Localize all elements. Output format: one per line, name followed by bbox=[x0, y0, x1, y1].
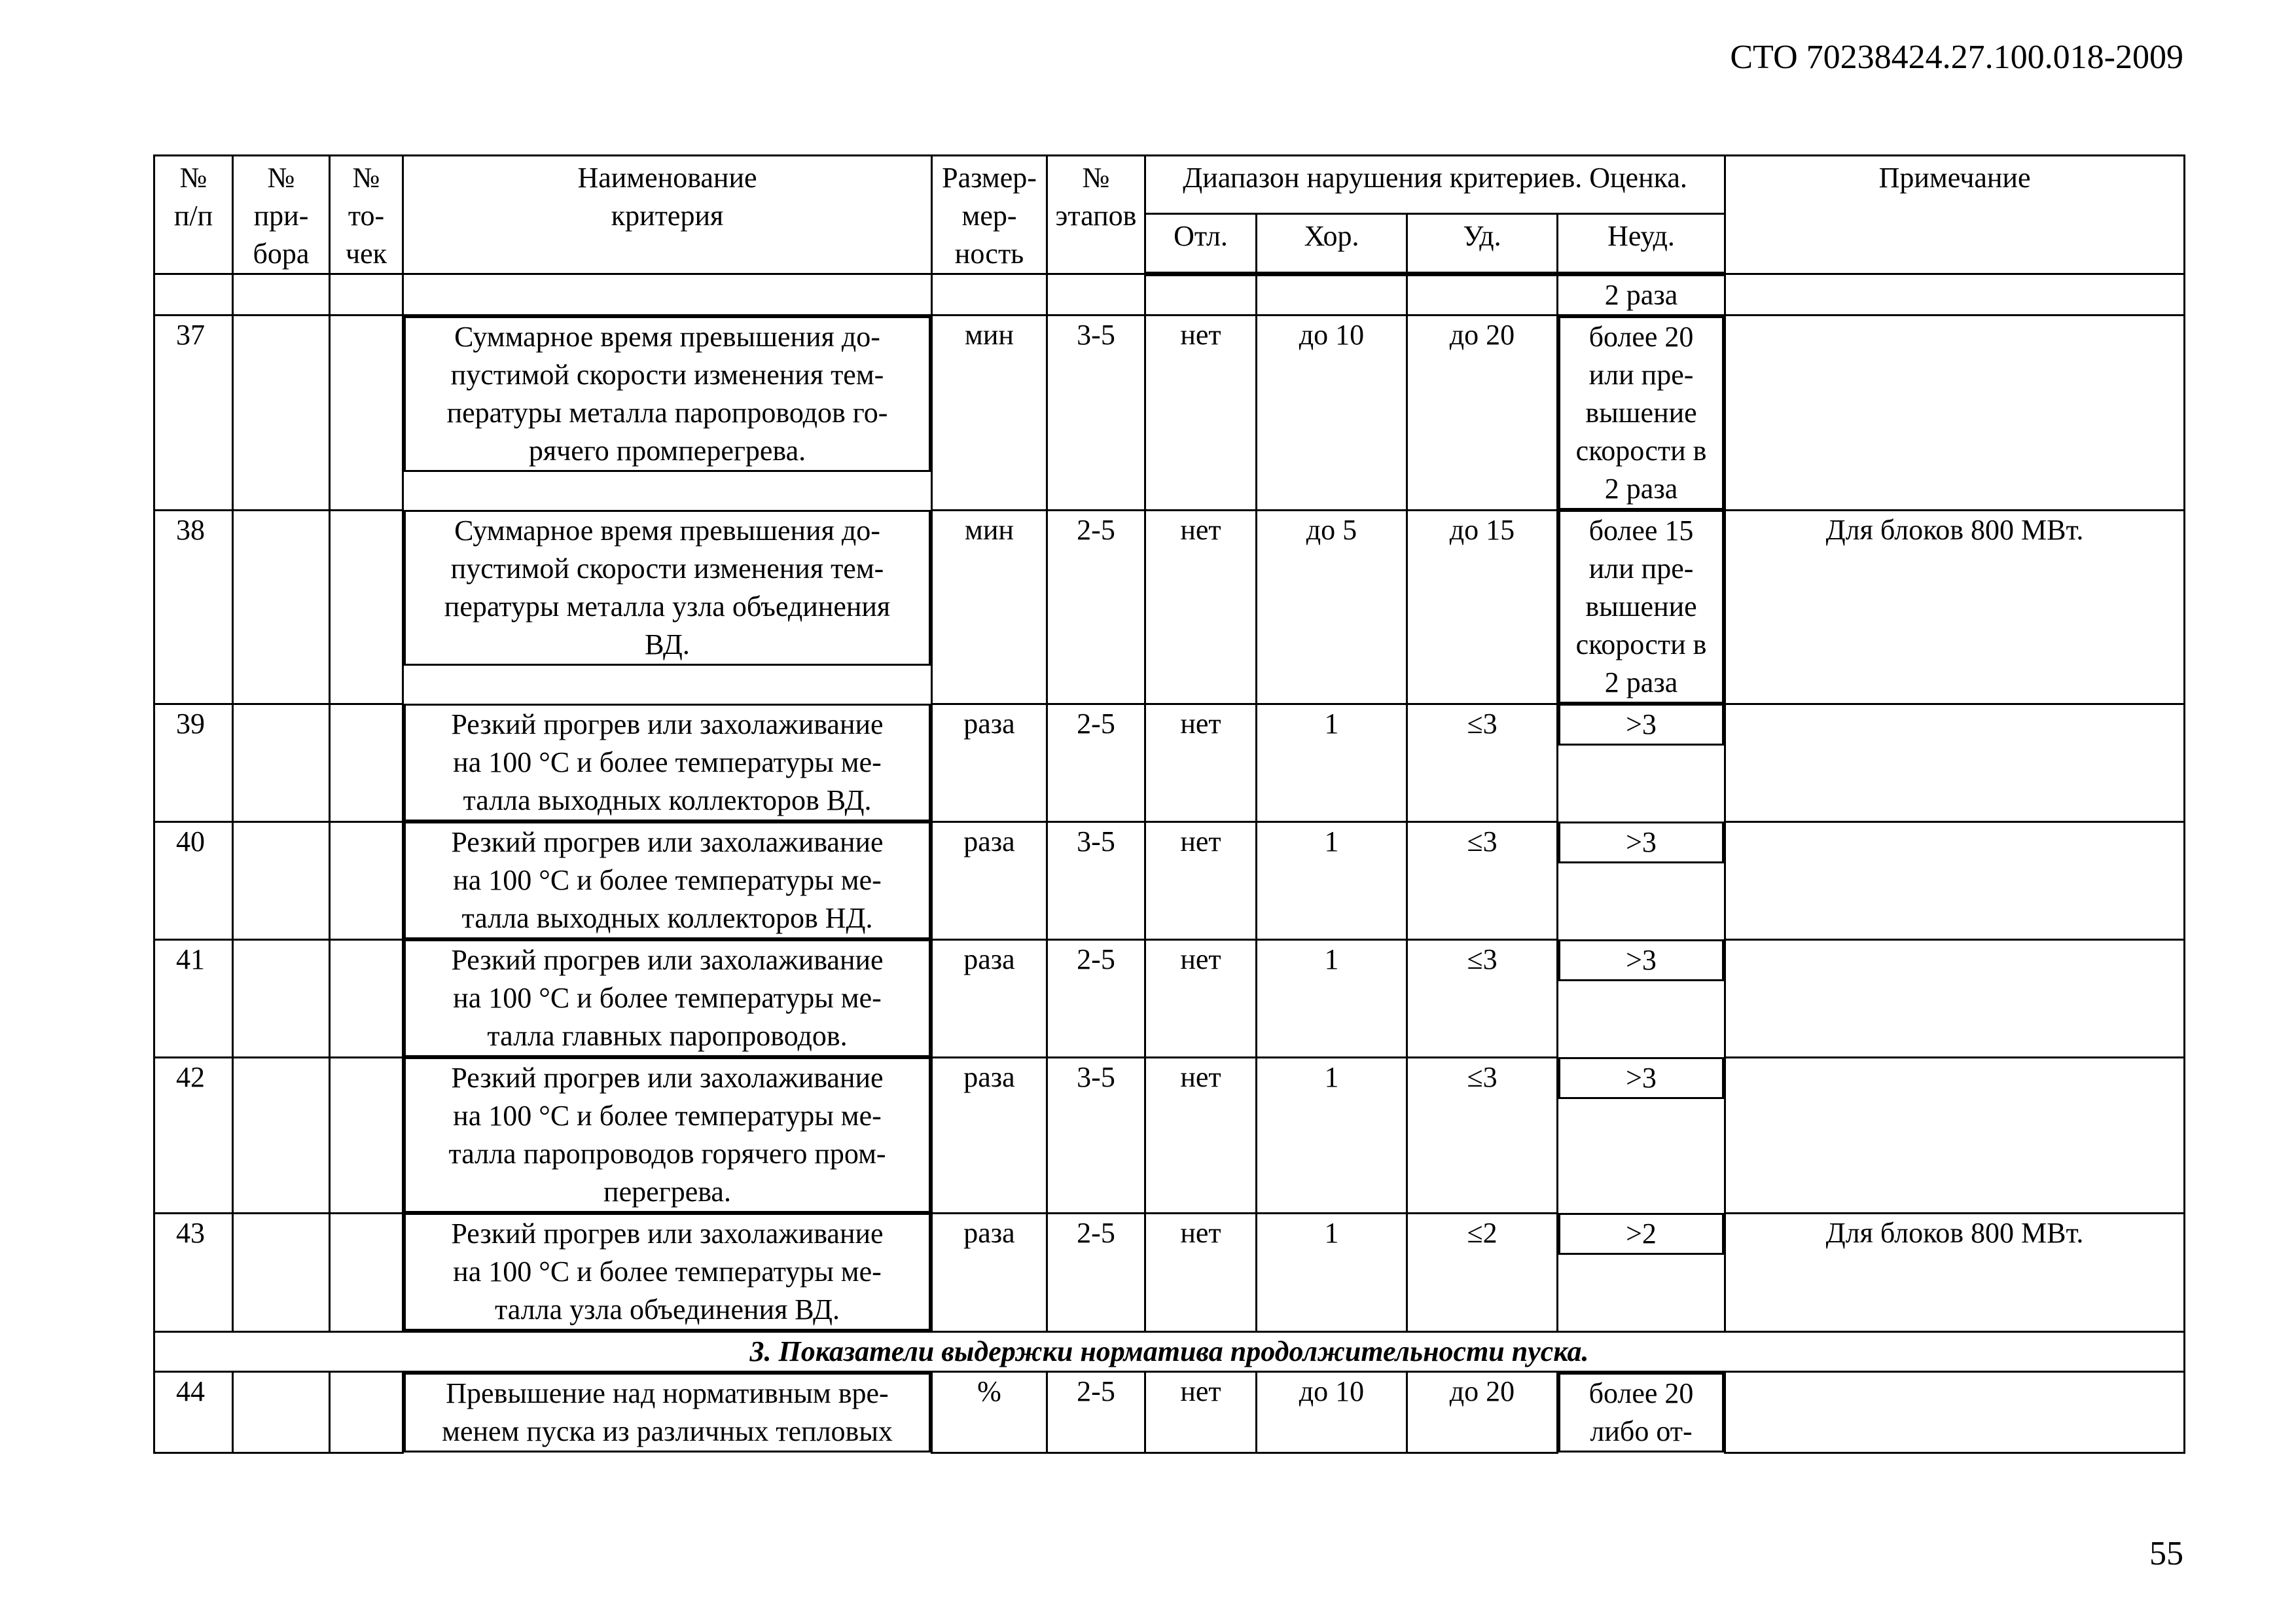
header-range-group: Диапазон нарушения критериев. Оценка. bbox=[1145, 156, 1725, 214]
cell-good: до 10 bbox=[1257, 1372, 1407, 1453]
cell-excellent: нет bbox=[1145, 316, 1257, 511]
cell-unsatisfactory: более 15 или пре- вышение скорости в 2 раза bbox=[1558, 510, 1724, 704]
cell-points-number bbox=[330, 821, 403, 939]
cell-stages: 2-5 bbox=[1047, 1372, 1145, 1453]
cell-good: 1 bbox=[1257, 821, 1407, 939]
cell-unit: раза bbox=[932, 821, 1047, 939]
cell-points-number bbox=[330, 510, 403, 704]
cell-satisfactory: ≤2 bbox=[1407, 1213, 1558, 1332]
cell-criterion-name: Резкий прогрев или захолаживание на 100 °С и более температуры ме- талла паропроводов горячего пром- перегрева. bbox=[404, 1057, 931, 1213]
cell-points-number bbox=[330, 704, 403, 821]
cell-device-number bbox=[233, 939, 330, 1057]
cell-unit: раза bbox=[932, 1057, 1047, 1213]
cell-points-number bbox=[330, 1213, 403, 1332]
cell-stages: 2-5 bbox=[1047, 510, 1145, 704]
header-points-number: № то- чек bbox=[330, 156, 403, 274]
cell-satisfactory: до 20 bbox=[1407, 316, 1558, 511]
cell-unsatisfactory: 2 раза bbox=[1558, 274, 1725, 316]
header-grade-satisfactory: Уд. bbox=[1407, 214, 1558, 274]
cell-device-number bbox=[233, 1213, 330, 1332]
cell-excellent: нет bbox=[1145, 1213, 1257, 1332]
cell-points-number bbox=[330, 939, 403, 1057]
cell-note bbox=[1725, 1372, 2185, 1453]
cell-unsatisfactory: >3 bbox=[1558, 821, 1724, 863]
cell-satisfactory: до 20 bbox=[1407, 1372, 1558, 1453]
cell-unsatisfactory: >3 bbox=[1558, 939, 1724, 981]
cell-good: 1 bbox=[1257, 1057, 1407, 1213]
cell-device-number bbox=[233, 704, 330, 821]
table-row bbox=[154, 821, 2185, 939]
cell-excellent: нет bbox=[1145, 1372, 1257, 1453]
header-stages-number: № этапов bbox=[1047, 156, 1145, 274]
criteria-table bbox=[153, 154, 2185, 1454]
cell-points-number bbox=[330, 1057, 403, 1213]
cell-row-number: 42 bbox=[154, 1057, 233, 1213]
cell-device-number bbox=[233, 1372, 330, 1453]
cell-unsatisfactory: >3 bbox=[1558, 1057, 1724, 1099]
table-header bbox=[154, 156, 2185, 274]
cell-note: Для блоков 800 МВт. bbox=[1725, 510, 2185, 704]
cell-criterion-name: Резкий прогрев или захолаживание на 100 °С и более температуры ме- талла выходных коллекторов ВД. bbox=[404, 704, 931, 821]
header-grade-unsatisfactory: Неуд. bbox=[1558, 214, 1725, 274]
header-grade-excellent: Отл. bbox=[1145, 214, 1257, 274]
cell-criterion-name: Суммарное время превышения до- пустимой скорости изменения тем- пературы металла узла объединения ВД. bbox=[404, 510, 931, 666]
cell-row-number: 41 bbox=[154, 939, 233, 1057]
table-row bbox=[154, 510, 2185, 704]
cell-row-number: 39 bbox=[154, 704, 233, 821]
cell-criterion-name: Превышение над нормативным вре- менем пуска из различных тепловых bbox=[404, 1373, 931, 1453]
cell-satisfactory: ≤3 bbox=[1407, 821, 1558, 939]
cell-unit: раза bbox=[932, 1213, 1047, 1332]
cell-unsatisfactory: более 20 или пре- вышение скорости в 2 раза bbox=[1558, 316, 1724, 510]
cell-stages: 3-5 bbox=[1047, 1057, 1145, 1213]
cell-excellent: нет bbox=[1145, 510, 1257, 704]
cell-stages: 2-5 bbox=[1047, 939, 1145, 1057]
cell-excellent: нет bbox=[1145, 821, 1257, 939]
header-note: Примечание bbox=[1725, 156, 2185, 274]
cell-note: Для блоков 800 МВт. bbox=[1725, 1213, 2185, 1332]
cell-satisfactory: ≤3 bbox=[1407, 704, 1558, 821]
cell-good: 1 bbox=[1257, 939, 1407, 1057]
cell-device-number bbox=[233, 316, 330, 511]
cell-device-number bbox=[233, 510, 330, 704]
cell-stages: 2-5 bbox=[1047, 1213, 1145, 1332]
cell-row-number: 43 bbox=[154, 1213, 233, 1332]
header-device-number: № при- бора bbox=[233, 156, 330, 274]
cell-device-number bbox=[233, 821, 330, 939]
cell-criterion-name: Резкий прогрев или захолаживание на 100 °С и более температуры ме- талла главных паропроводов. bbox=[404, 939, 931, 1057]
cell-unit: раза bbox=[932, 704, 1047, 821]
cell-device-number bbox=[233, 1057, 330, 1213]
cell-criterion-name: Суммарное время превышения до- пустимой скорости изменения тем- пературы металла паропроводов го- рячего промперегрева. bbox=[404, 316, 931, 472]
cell-row-number: 44 bbox=[154, 1372, 233, 1453]
table-row-continuation bbox=[154, 274, 2185, 316]
cell-good: 1 bbox=[1257, 1213, 1407, 1332]
cell-excellent: нет bbox=[1145, 1057, 1257, 1213]
cell-points-number bbox=[330, 316, 403, 511]
cell-good: 1 bbox=[1257, 704, 1407, 821]
section-title: 3. Показатели выдержки норматива продолжительности пуска. bbox=[154, 1332, 2185, 1372]
cell-note bbox=[1725, 316, 2185, 511]
cell-good: до 5 bbox=[1257, 510, 1407, 704]
cell-excellent: нет bbox=[1145, 939, 1257, 1057]
cell-note bbox=[1725, 704, 2185, 821]
cell-excellent: нет bbox=[1145, 704, 1257, 821]
cell-unsatisfactory: >2 bbox=[1558, 1213, 1724, 1255]
cell-note bbox=[1725, 1057, 2185, 1213]
table-row bbox=[154, 316, 2185, 511]
table-row bbox=[154, 939, 2185, 1057]
cell-satisfactory: до 15 bbox=[1407, 510, 1558, 704]
header-unit: Размер- мер- ность bbox=[932, 156, 1047, 274]
table-body bbox=[154, 274, 2185, 1453]
cell-stages: 3-5 bbox=[1047, 316, 1145, 511]
cell-criterion-name: Резкий прогрев или захолаживание на 100 °С и более температуры ме- талла выходных коллекторов НД. bbox=[404, 821, 931, 939]
header-row-number: № п/п bbox=[154, 156, 233, 274]
cell-satisfactory: ≤3 bbox=[1407, 939, 1558, 1057]
cell-note bbox=[1725, 821, 2185, 939]
table-row bbox=[154, 1213, 2185, 1332]
page-number: 55 bbox=[2149, 1535, 2183, 1572]
cell-unit: мин bbox=[932, 510, 1047, 704]
cell-row-number: 40 bbox=[154, 821, 233, 939]
table-row bbox=[154, 704, 2185, 821]
cell-unsatisfactory: >3 bbox=[1558, 704, 1724, 746]
table-row bbox=[154, 1057, 2185, 1213]
cell-unit: % bbox=[932, 1372, 1047, 1453]
cell-unit: мин bbox=[932, 316, 1047, 511]
header-grade-good: Хор. bbox=[1257, 214, 1407, 274]
table-row bbox=[154, 1372, 2185, 1453]
cell-satisfactory: ≤3 bbox=[1407, 1057, 1558, 1213]
section-heading-row bbox=[154, 1332, 2185, 1372]
document-code: СТО 70238424.27.100.018-2009 bbox=[1730, 39, 2183, 76]
cell-unsatisfactory: более 20 либо от- bbox=[1558, 1373, 1724, 1453]
cell-row-number: 37 bbox=[154, 316, 233, 511]
cell-stages: 3-5 bbox=[1047, 821, 1145, 939]
cell-points-number bbox=[330, 1372, 403, 1453]
cell-good: до 10 bbox=[1257, 316, 1407, 511]
cell-criterion-name: Резкий прогрев или захолаживание на 100 °С и более температуры ме- талла узла объединения ВД. bbox=[404, 1213, 931, 1331]
header-criterion-name: Наименование критерия bbox=[403, 156, 932, 274]
cell-stages: 2-5 bbox=[1047, 704, 1145, 821]
cell-note bbox=[1725, 939, 2185, 1057]
cell-unit: раза bbox=[932, 939, 1047, 1057]
cell-row-number: 38 bbox=[154, 510, 233, 704]
